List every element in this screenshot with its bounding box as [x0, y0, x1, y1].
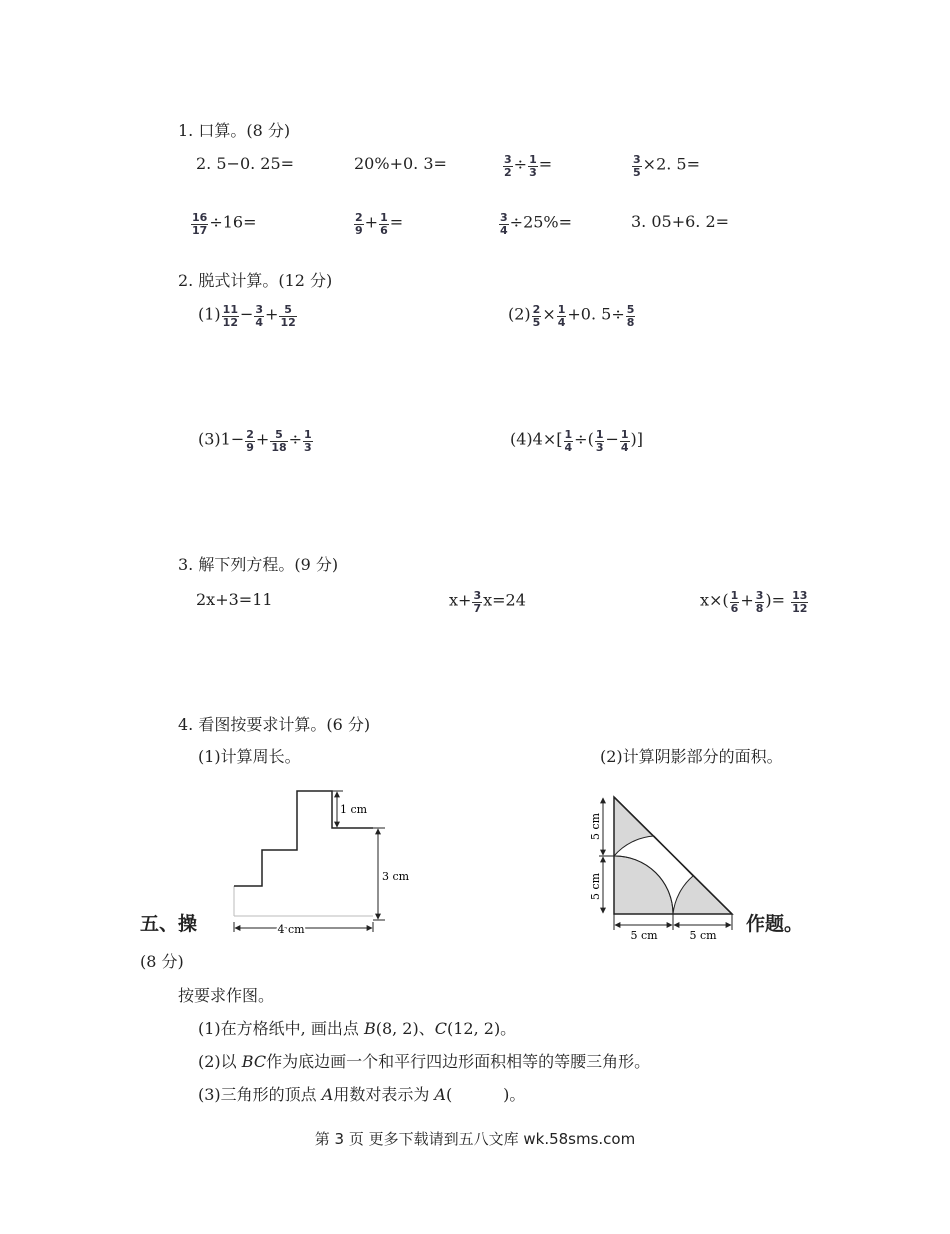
label-5cm-left-top: 5 cm [589, 812, 602, 840]
page-footer: 第 3 页 更多下载请到五八文库 wk.58sms.com [314, 1130, 636, 1148]
label-3cm: 3 cm [382, 870, 410, 883]
q1-item-1: 2. 5−0. 25= [196, 154, 295, 173]
fraction: $\frac{1}{3}$ [529, 154, 537, 176]
q4-title: 4. 看图按要求计算。(6 分) [178, 715, 371, 734]
label-5cm-bottom-right: 5 cm [689, 929, 717, 942]
q1-item-2: 20%+0. 3= [354, 154, 447, 173]
q1-item-4: $\frac{3}{5}$ ×2. 5= [633, 154, 700, 176]
q1-item-6: $\frac{2}{9}$ + $\frac{1}{6}$ = [355, 212, 404, 234]
q2-problem-4: (4)4×[ $\frac{1}{4}$ ÷( $\frac{1}{3}$ − $\frac{1}{4}$ )] [510, 429, 644, 451]
fraction: $\frac{16}{17}$ [192, 212, 208, 234]
label-5cm-bottom-left: 5 cm [630, 929, 658, 942]
q1-item-3: $\frac{3}{2}$ ÷ $\frac{1}{3}$ = [504, 154, 553, 176]
q4-sub-2: (2)计算阴影部分的面积。 [600, 747, 783, 766]
label-4cm: 4 cm [277, 923, 305, 936]
section5-heading-left: 五、操 [140, 913, 198, 935]
section5-step-2: (2)以 BC作为底边画一个和平行四边形面积相等的等腰三角形。 [198, 1052, 651, 1071]
fraction: $\frac{2}{9}$ [355, 212, 363, 234]
q2-problem-1: (1) $\frac{11}{12}$ − $\frac{3}{4}$ + $\frac{5}{12}$ [198, 304, 296, 326]
q1-item-5: $\frac{16}{17}$ ÷16= [192, 212, 257, 234]
q3-equation-3: x×( $\frac{1}{6}$ + $\frac{3}{8}$ )= $\frac{13}{12}$ [700, 590, 808, 612]
q3-equation-1: 2x+3=11 [196, 590, 273, 609]
section5-step-1: (1)在方格纸中, 画出点 B(8, 2)、C(12, 2)。 [198, 1019, 517, 1038]
fraction: $\frac{1}{6}$ [380, 212, 388, 234]
q1-item-7: $\frac{3}{4}$ ÷25%= [500, 212, 573, 234]
q4-sub-1: (1)计算周长。 [198, 747, 301, 766]
staircase-figure [225, 782, 425, 942]
fraction: $\frac{3}{5}$ [633, 154, 641, 176]
q2-title: 2. 脱式计算。(12 分) [178, 271, 333, 290]
label-5cm-left-bottom: 5 cm [589, 872, 602, 900]
q2-problem-3: (3)1− $\frac{2}{9}$ + $\frac{5}{18}$ ÷ $\frac{1}{3}$ [198, 429, 312, 451]
section5-step-3: (3)三角形的顶点 A用数对表示为 A( )。 [198, 1085, 526, 1104]
section5-heading-right: 作题。 [746, 913, 804, 935]
q3-equation-2: x+ $\frac{3}{7}$ x=24 [449, 590, 526, 612]
section5-score: (8 分) [140, 952, 184, 971]
fraction: $\frac{3}{4}$ [500, 212, 508, 234]
q2-problem-2: (2) $\frac{2}{5}$ × $\frac{1}{4}$ +0. 5÷ $\frac{5}{8}$ [508, 304, 635, 326]
label-1cm: 1 cm [340, 803, 368, 816]
fraction: $\frac{3}{2}$ [504, 154, 512, 176]
q3-title: 3. 解下列方程。(9 分) [178, 555, 339, 574]
q1-item-8: 3. 05+6. 2= [631, 212, 730, 231]
q1-title: 1. 口算。(8 分) [178, 121, 291, 140]
section5-intro: 按要求作图。 [178, 986, 275, 1005]
triangle-shaded-figure [585, 792, 745, 942]
